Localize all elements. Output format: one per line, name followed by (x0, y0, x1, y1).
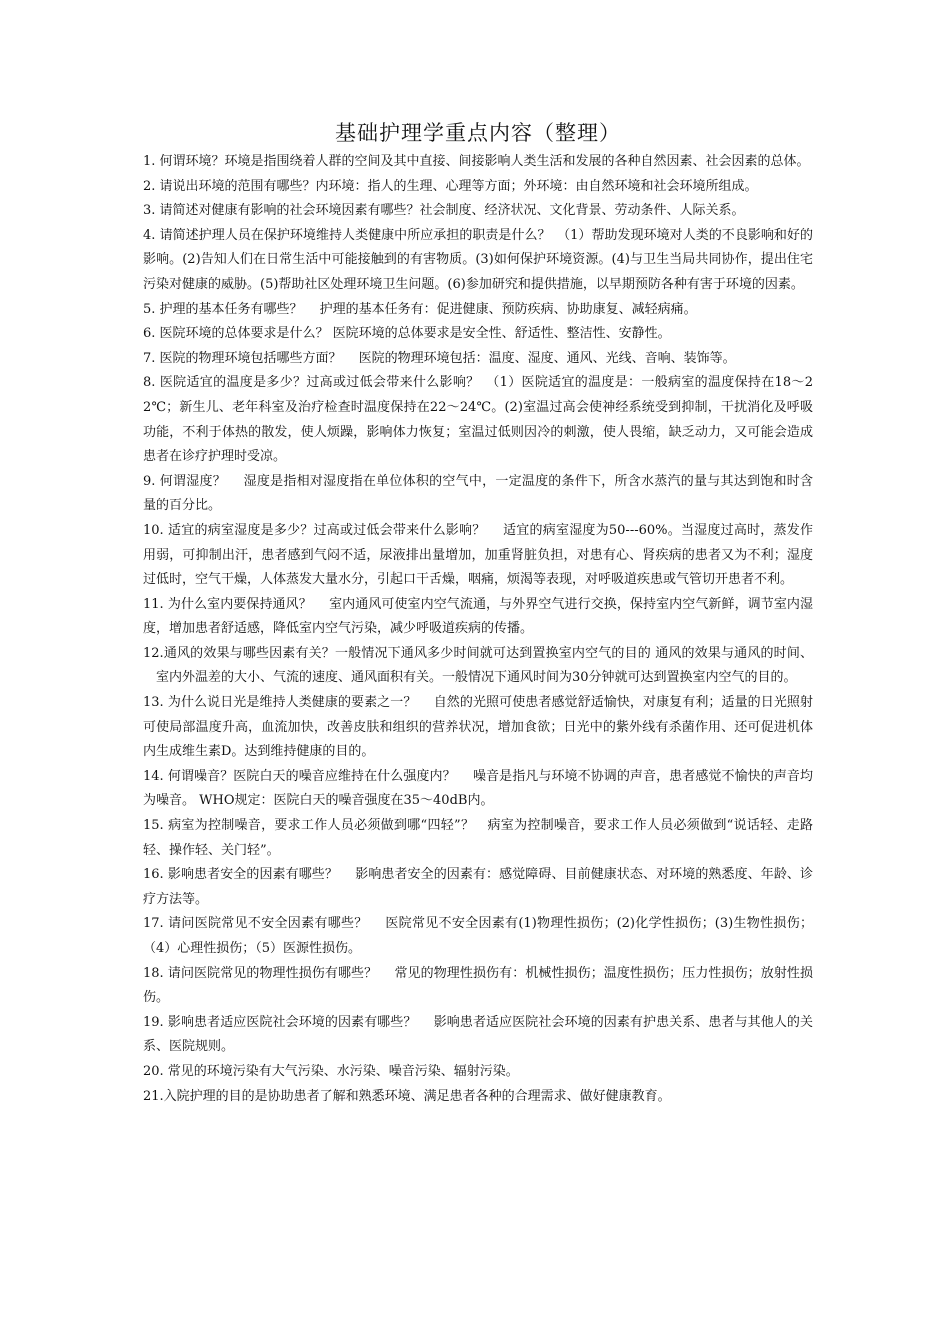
paragraph-13: 13. 为什么说日光是维持人类健康的要素之一？ 自然的光照可使患者感觉舒适愉快，对康复有利；适量的日光照射可使局部温度升高，血流加快，改善皮肤和组织的营养状况，增加食欲；日光中的紫外线有杀菌作用、还可促进机体内生成维生素D。达到维持健康的目的。 (143, 695, 813, 760)
paragraph-2: 2. 请说出环境的范围有哪些？内环境：指人的生理、心理等方面；外环境：由自然环境和社会环境所组成。 (143, 178, 758, 194)
paragraph-21: 21.入院护理的目的是协助患者了解和熟悉环境、满足患者各种的合理需求、做好健康教育。 (143, 1088, 671, 1104)
paragraph-16: 16. 影响患者安全的因素有哪些？ 影响患者安全的因素有：感觉障碍、目前健康状态、对环境的熟悉度、年龄、诊疗方法等。 (143, 867, 813, 907)
paragraph-7: 7. 医院的物理环境包括哪些方面？ 医院的物理环境包括：温度、湿度、通风、光线、音响、装饰等。 (143, 350, 736, 366)
document-page (143, 118, 813, 1109)
paragraph-20: 20. 常见的环境污染有大气污染、水污染、噪音污染、辐射污染。 (143, 1063, 519, 1079)
paragraph-17: 17. 请问医院常见不安全因素有哪些？ 医院常见不安全因素有(1)物理性损伤；(2)化学性损伤；(3)生物性损伤；（4）心理性损伤；（5）医源性损伤。 (143, 916, 813, 956)
paragraph-19: 19. 影响患者适应医院社会环境的因素有哪些？ 影响患者适应医院社会环境的因素有护患关系、患者与其他人的关系、医院规则。 (143, 1014, 813, 1055)
paragraph-3: 3. 请简述对健康有影响的社会环境因素有哪些？社会制度、经济状况、文化背景、劳动条件、人际关系。 (143, 203, 745, 219)
paragraph-11: 11. 为什么室内要保持通风？ 室内通风可使室内空气流通，与外界空气进行交换，保持室内空气新鲜，调节室内湿度，增加患者舒适感，降低室内空气污染，减少呼吸道疾病的传播。 (143, 596, 813, 637)
paragraph-15: 15. 病室为控制噪音，要求工作人员必须做到哪“四轻”？ 病室为控制噪音，要求工作人员必须做到“说话轻、走路轻、操作轻、关门轻”。 (143, 818, 813, 858)
paragraph-6: 6. 医院环境的总体要求是什么？ 医院环境的总体要求是安全性、舒适性、整洁性、安静性。 (143, 326, 671, 342)
document-title: 基础护理学重点内容（整理） (335, 121, 621, 145)
paragraph-8: 8. 医院适宜的温度是多少？过高或过低会带来什么影响？ （1）医院适宜的温度是：一般病室的温度保持在18～22℃；新生儿、老年科室及治疗检查时温度保持在22～24℃。(2)室温过高会使神经系统受到抑制，干扰消化及呼吸功能，不利于体热的散发，使人烦躁，影响体力恢复；室温过低则因冷的刺激，使人畏缩，缺乏动力，又可能会造成患者在诊疗护理时受凉。 (143, 375, 813, 465)
paragraph-18: 18. 请问医院常见的物理性损伤有哪些？ 常见的物理性损伤有：机械性损伤；温度性损伤；压力性损伤；放射性损伤。 (143, 965, 813, 1006)
paragraph-5: 5. 护理的基本任务有哪些？ 护理的基本任务有：促进健康、预防疾病、协助康复、减轻病痛。 (143, 301, 697, 317)
paragraph-4: 4. 请简述护理人员在保护环境维持人类健康中所应承担的职责是什么？ （1）帮助发现环境对人类的不良影响和好的影响。(2)告知人们在日常生活中可能接触到的有害物质。(3)如何保护环境资源。(4)与卫生当局共同协作，提出住宅污染对健康的威胁。(5)帮助社区处理环境卫生问题。(6)参加研究和提供措施，以早期预防各种有害于环境的因素。 (143, 227, 813, 292)
paragraph-12: 12.通风的效果与哪些因素有关？一般情况下通风多少时间就可达到置换室内空气的目的 通风的效果与通风的时间、室内外温差的大小、气流的速度、通风面积有关。一般情况下通风时间为30分钟就可达到置换室内空气的目的。 (143, 645, 813, 686)
paragraph-10: 10. 适宜的病室湿度是多少？过高或过低会带来什么影响？ 适宜的病室湿度为50---60%。当湿度过高时，蒸发作用弱，可抑制出汗，患者感到气闷不适，尿液排出量增加，加重肾脏负担，对患有心、肾疾病的患者又为不利；湿度过低时，空气干燥，人体蒸发大量水分，引起口干舌燥，咽痛，烦渴等表现，对呼吸道疾患或气管切开患者不利。 (143, 522, 813, 588)
paragraph-1: 1. 何谓环境？环境是指围绕着人群的空间及其中直接、间接影响人类生活和发展的各种自然因素、社会因素的总体。 (143, 154, 810, 169)
paragraph-14: 14. 何谓噪音？医院白天的噪音应维持在什么强度内？ 噪音是指凡与环境不协调的声音，患者感觉不愉快的声音均为噪音。 WHO规定：医院白天的噪音强度在35～40dB内。 (143, 768, 813, 809)
paragraph-9: 9. 何谓湿度？ 湿度是指相对湿度指在单位体积的空气中，一定温度的条件下，所含水蒸汽的量与其达到饱和时含量的百分比。 (143, 473, 813, 514)
